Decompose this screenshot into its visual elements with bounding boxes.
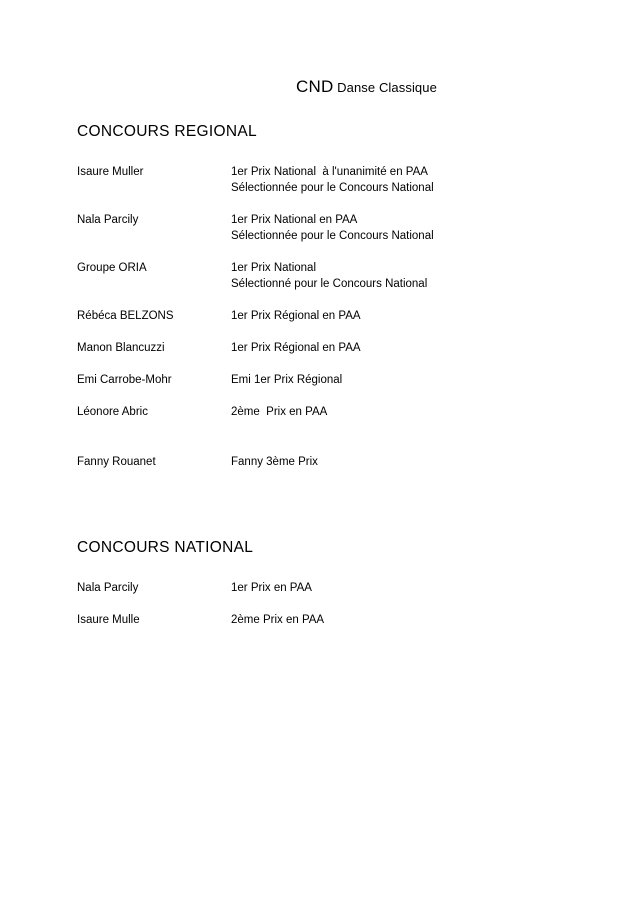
entry-awards — [231, 212, 637, 244]
entry-list-regional — [0, 164, 637, 470]
entry-name: Groupe ORIA — [77, 262, 147, 275]
section-concours-national — [0, 538, 637, 644]
entry-name: Isaure Muller — [77, 166, 144, 179]
entry-name: Rébéca BELZONS — [77, 310, 174, 323]
entry-row — [0, 260, 637, 292]
entry-row — [0, 340, 637, 356]
entry-row — [0, 212, 637, 244]
entry-name: Manon Blancuzzi — [77, 342, 165, 355]
entry-awards — [231, 260, 637, 292]
document-title-subtitle: Danse Classique — [333, 80, 437, 95]
entry-name: Fanny Rouanet — [77, 456, 156, 469]
entry-name: Nala Parcily — [77, 582, 139, 595]
section-concours-regional — [0, 122, 637, 486]
entry-award-line: 2ème Prix en PAA — [231, 614, 325, 627]
entry-award-line: Sélectionné pour le Concours National — [231, 278, 428, 291]
entry-awards — [231, 340, 637, 356]
entry-awards — [231, 308, 637, 324]
entry-row — [0, 580, 637, 596]
entry-row — [0, 164, 637, 196]
entry-awards — [231, 454, 637, 470]
entry-award-line: 1er Prix en PAA — [231, 582, 312, 595]
entry-award-line: Fanny 3ème Prix — [231, 456, 318, 469]
document-title — [296, 78, 437, 97]
entry-name: Nala Parcily — [77, 214, 139, 227]
entry-name: Isaure Mulle — [77, 614, 140, 627]
entry-name: Léonore Abric — [77, 406, 148, 419]
entry-list-national — [0, 580, 637, 628]
entry-award-line: 1er Prix Régional en PAA — [231, 342, 361, 355]
entry-award-line: Sélectionnée pour le Concours National — [231, 182, 434, 195]
entry-awards — [231, 372, 637, 388]
entry-awards — [231, 164, 637, 196]
entry-row — [0, 612, 637, 628]
section-heading-national: CONCOURS NATIONAL — [77, 539, 254, 556]
entry-row — [0, 454, 637, 470]
entry-row — [0, 372, 637, 388]
entry-awards — [231, 612, 637, 628]
entry-name: Emi Carrobe-Mohr — [77, 374, 172, 387]
entry-awards — [231, 580, 637, 596]
entry-award-line: Sélectionnée pour le Concours National — [231, 230, 434, 243]
entry-award-line: Emi 1er Prix Régional — [231, 374, 343, 387]
document-title-main: CND — [296, 77, 334, 96]
entry-row — [0, 308, 637, 324]
entry-award-line: 1er Prix Régional en PAA — [231, 310, 361, 323]
entry-award-line: 1er Prix National — [231, 262, 317, 275]
entry-award-line: 1er Prix National à l'unanimité en PAA — [231, 166, 428, 179]
entry-awards — [231, 404, 637, 420]
section-heading-regional: CONCOURS REGIONAL — [77, 123, 257, 140]
entry-award-line: 1er Prix National en PAA — [231, 214, 358, 227]
entry-row — [0, 404, 637, 420]
entry-award-line: 2ème Prix en PAA — [231, 406, 328, 419]
